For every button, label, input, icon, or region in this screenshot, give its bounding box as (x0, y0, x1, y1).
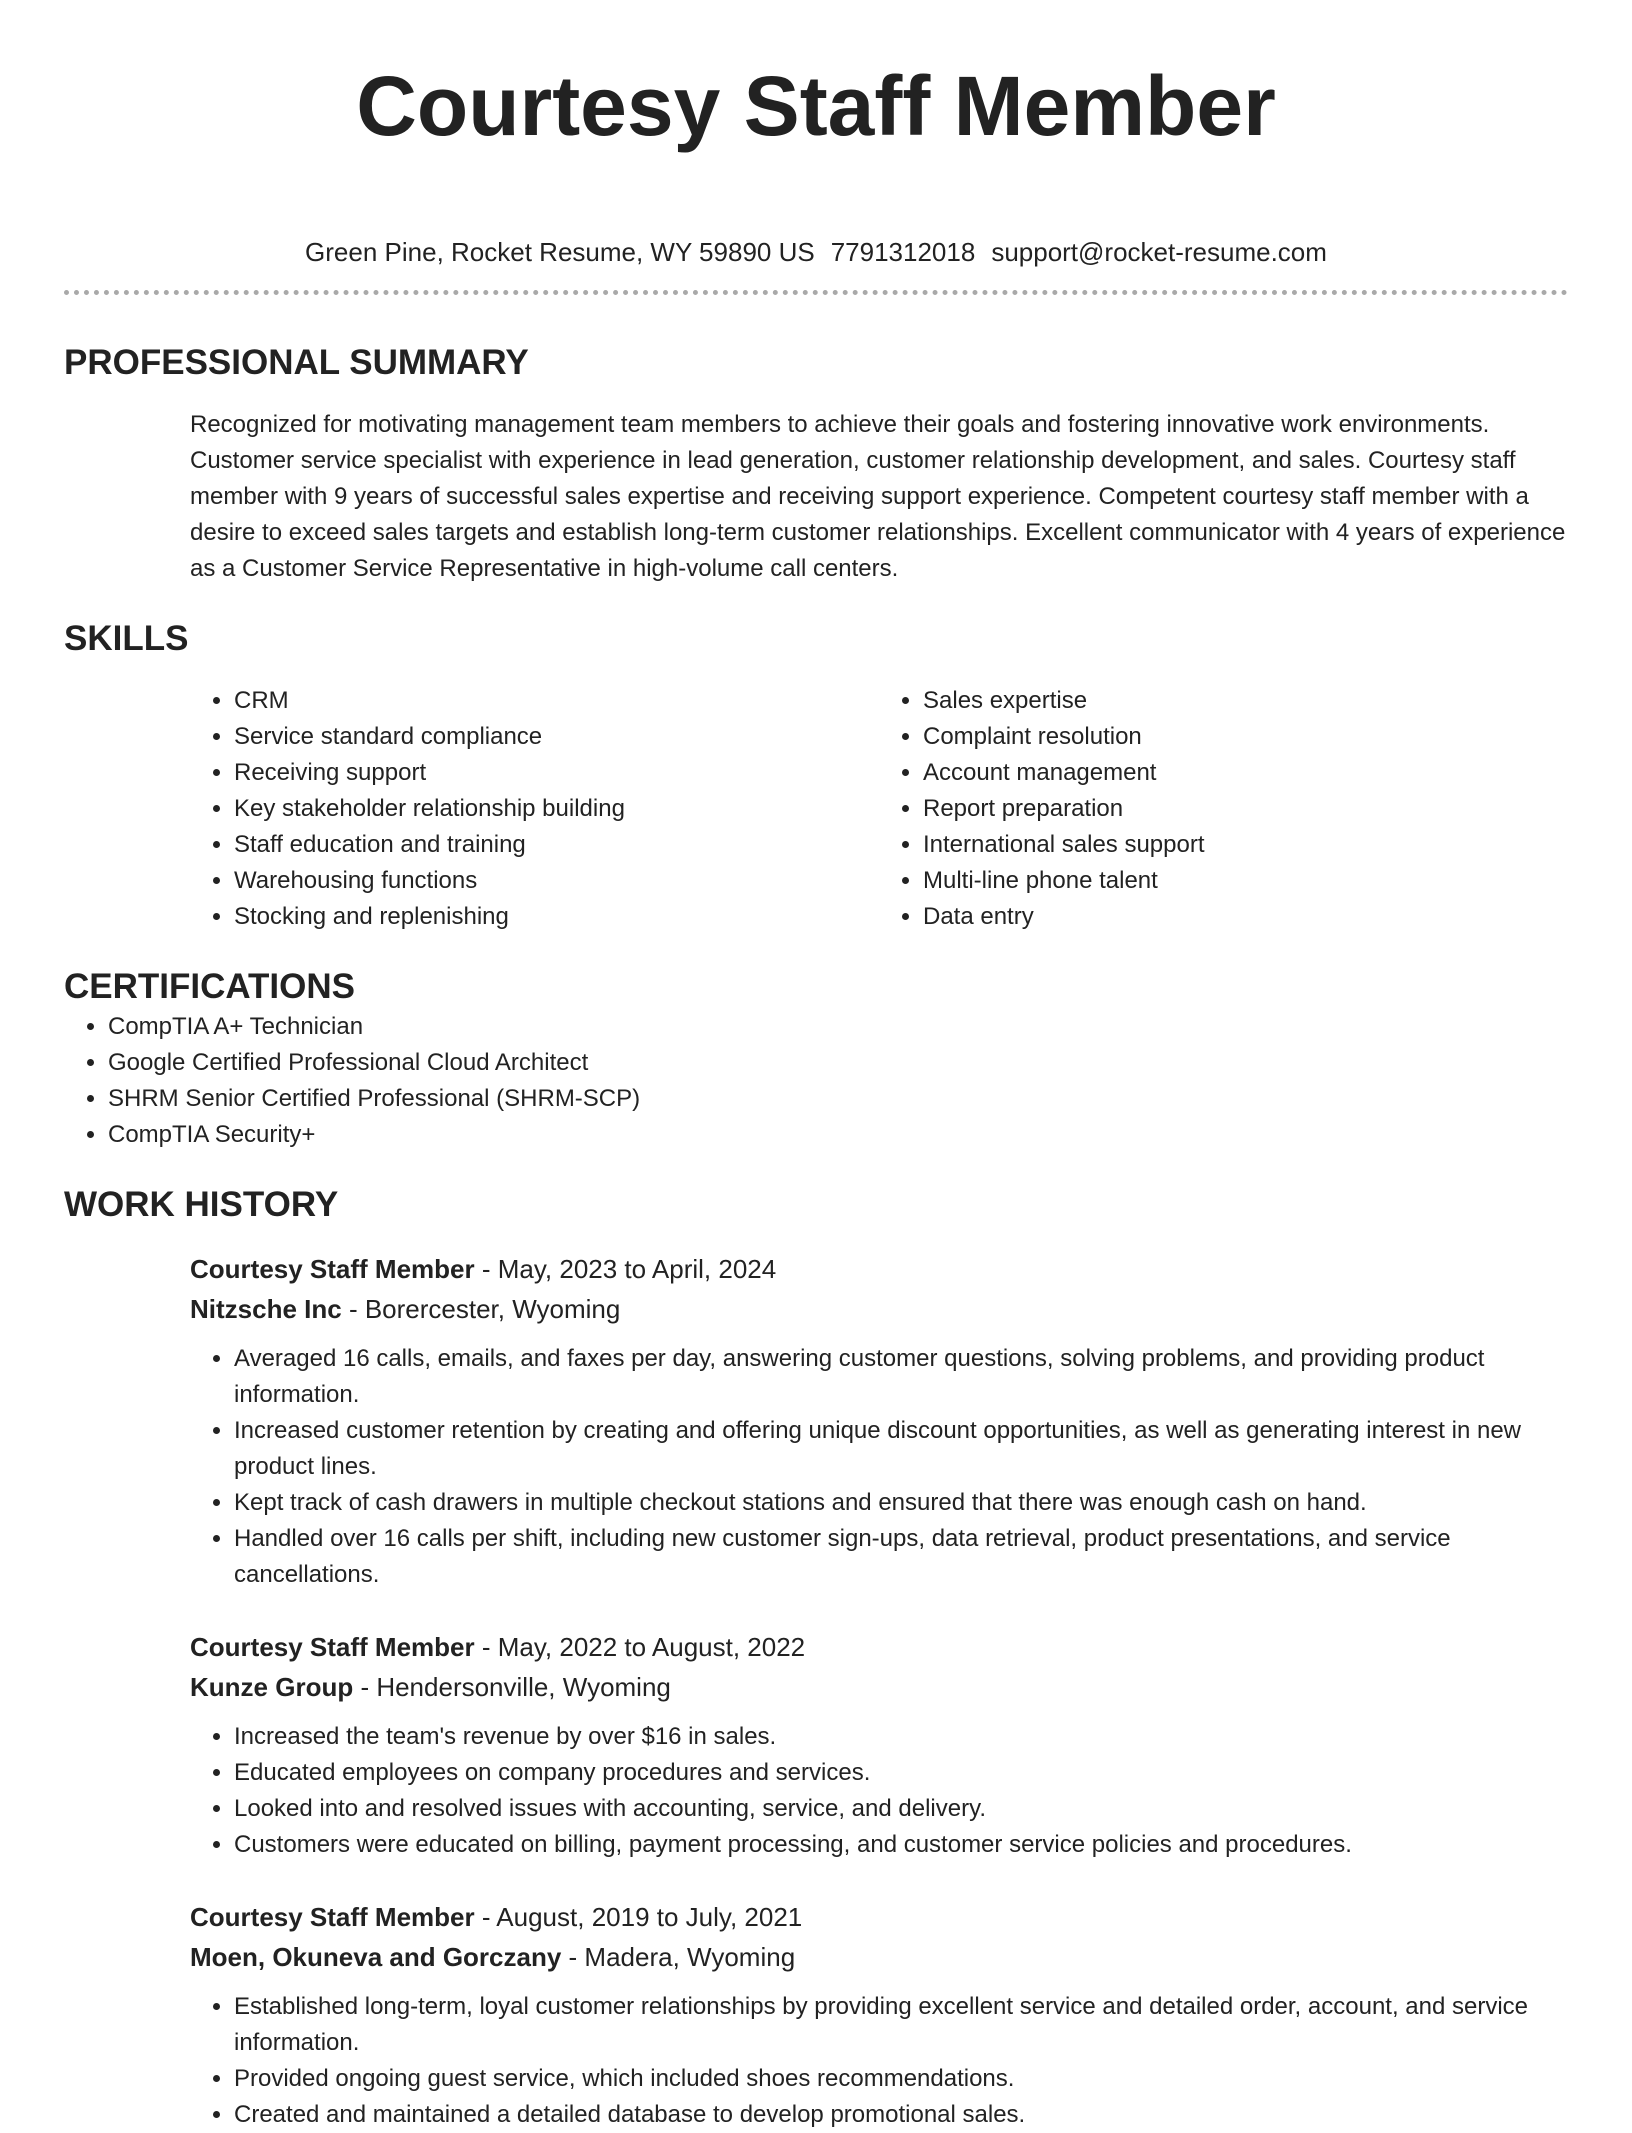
skill-item: • Stocking and replenishing (234, 899, 879, 935)
skills-list-left (190, 683, 879, 935)
skill-item: • Complaint resolution (923, 719, 1568, 755)
job-role: Courtesy Staff Member (190, 1254, 475, 1284)
skill-item: • Account management (923, 755, 1568, 791)
job-entry (190, 1249, 1568, 1593)
job-title-line (190, 1627, 1568, 1667)
job-bullet: • Kept track of cash drawers in multiple checkout stations and ensured that there was enough cash on hand. (234, 1485, 1568, 1521)
job-dates: - May, 2023 to April, 2024 (474, 1254, 777, 1284)
job-bullet: • Increased customer retention by creating and offering unique discount opportunities, as well as generating interest in new product lines. (234, 1413, 1568, 1485)
certification-item: • SHRM Senior Certified Professional (SHRM-SCP) (108, 1081, 1568, 1117)
skill-item: • CRM (234, 683, 879, 719)
certification-item: • Google Certified Professional Cloud Architect (108, 1045, 1568, 1081)
job-company: Nitzsche Inc (190, 1294, 342, 1324)
job-entry (190, 1627, 1568, 1863)
contact-line (64, 234, 1568, 270)
certification-item: • CompTIA A+ Technician (108, 1009, 1568, 1045)
section-title-certifications: CERTIFICATIONS (64, 967, 356, 1006)
job-role: Courtesy Staff Member (190, 1632, 475, 1662)
section-title-work-history: WORK HISTORY (64, 1185, 339, 1224)
skill-item: • Staff education and training (234, 827, 879, 863)
skill-item: • Warehousing functions (234, 863, 879, 899)
job-dates: - August, 2019 to July, 2021 (474, 1902, 803, 1932)
skill-item: • Receiving support (234, 755, 879, 791)
skills-columns (190, 683, 1568, 935)
skill-item: • International sales support (923, 827, 1568, 863)
job-location: - Hendersonville, Wyoming (353, 1672, 671, 1702)
contact-phone: 7791312018 (830, 237, 976, 267)
section-title-skills: SKILLS (64, 619, 189, 658)
skill-item: • Key stakeholder relationship building (234, 791, 879, 827)
job-role: Courtesy Staff Member (190, 1902, 475, 1932)
section-title-summary: PROFESSIONAL SUMMARY (64, 343, 529, 382)
header-divider (64, 290, 1568, 295)
job-company-line (190, 1937, 1568, 1977)
job-bullet: • Averaged 16 calls, emails, and faxes per day, answering customer questions, solving problems, and providing product information. (234, 1341, 1568, 1413)
job-bullets (190, 1341, 1568, 1593)
candidate-name: Courtesy Staff Member (356, 59, 1276, 153)
certification-item: • CompTIA Security+ (108, 1117, 1568, 1153)
skill-item: • Multi-line phone talent (923, 863, 1568, 899)
job-location: - Borercester, Wyoming (341, 1294, 621, 1324)
job-bullet: • Educated employees on company procedures and services. (234, 1755, 1568, 1791)
job-company-line (190, 1667, 1568, 1707)
job-title-line (190, 1897, 1568, 1937)
job-bullet: • Increased the team's revenue by over $16 in sales. (234, 1719, 1568, 1755)
job-location: - Madera, Wyoming (561, 1942, 796, 1972)
job-bullet: • Created and maintained a detailed database to develop promotional sales. (234, 2097, 1568, 2133)
certifications-list (64, 1009, 1568, 1153)
skill-item: • Sales expertise (923, 683, 1568, 719)
job-title-line (190, 1249, 1568, 1289)
skills-list-right (879, 683, 1568, 935)
job-bullet: • Looked into and resolved issues with accounting, service, and delivery. (234, 1791, 1568, 1827)
job-company: Moen, Okuneva and Gorczany (190, 1942, 562, 1972)
job-dates: - May, 2022 to August, 2022 (474, 1632, 806, 1662)
job-company-line (190, 1289, 1568, 1329)
contact-email: support@rocket-resume.com (991, 237, 1327, 267)
job-bullet: • Customers were educated on billing, payment processing, and customer service policies and procedures. (234, 1827, 1568, 1863)
summary-text: Recognized for motivating management team members to achieve their goals and fostering innovative work environments. Customer service specialist with experience in lead generation, customer relationship development, and sales. Courtesy staff member with 9 years of successful sales expertise and receiving support experience. Competent courtesy staff member with a desire to exceed sales targets and establish long-term customer relationships. Excellent communicator with 4 years of experience as a Customer Service Representative in high-volume call centers. (190, 411, 1566, 582)
job-bullet: • Established long-term, loyal customer relationships by providing excellent service and detailed order, account, and service information. (234, 1989, 1568, 2061)
contact-address: Green Pine, Rocket Resume, WY 59890 US (305, 237, 815, 267)
job-company: Kunze Group (190, 1672, 354, 1702)
job-bullet: • Handled over 16 calls per shift, including new customer sign-ups, data retrieval, product presentations, and service cancellations. (234, 1521, 1568, 1593)
job-entry (190, 1897, 1568, 2133)
job-bullets (190, 1719, 1568, 1863)
skill-item: • Data entry (923, 899, 1568, 935)
job-bullet: • Provided ongoing guest service, which included shoes recommendations. (234, 2061, 1568, 2097)
skill-item: • Service standard compliance (234, 719, 879, 755)
skill-item: • Report preparation (923, 791, 1568, 827)
job-bullets (190, 1989, 1568, 2133)
